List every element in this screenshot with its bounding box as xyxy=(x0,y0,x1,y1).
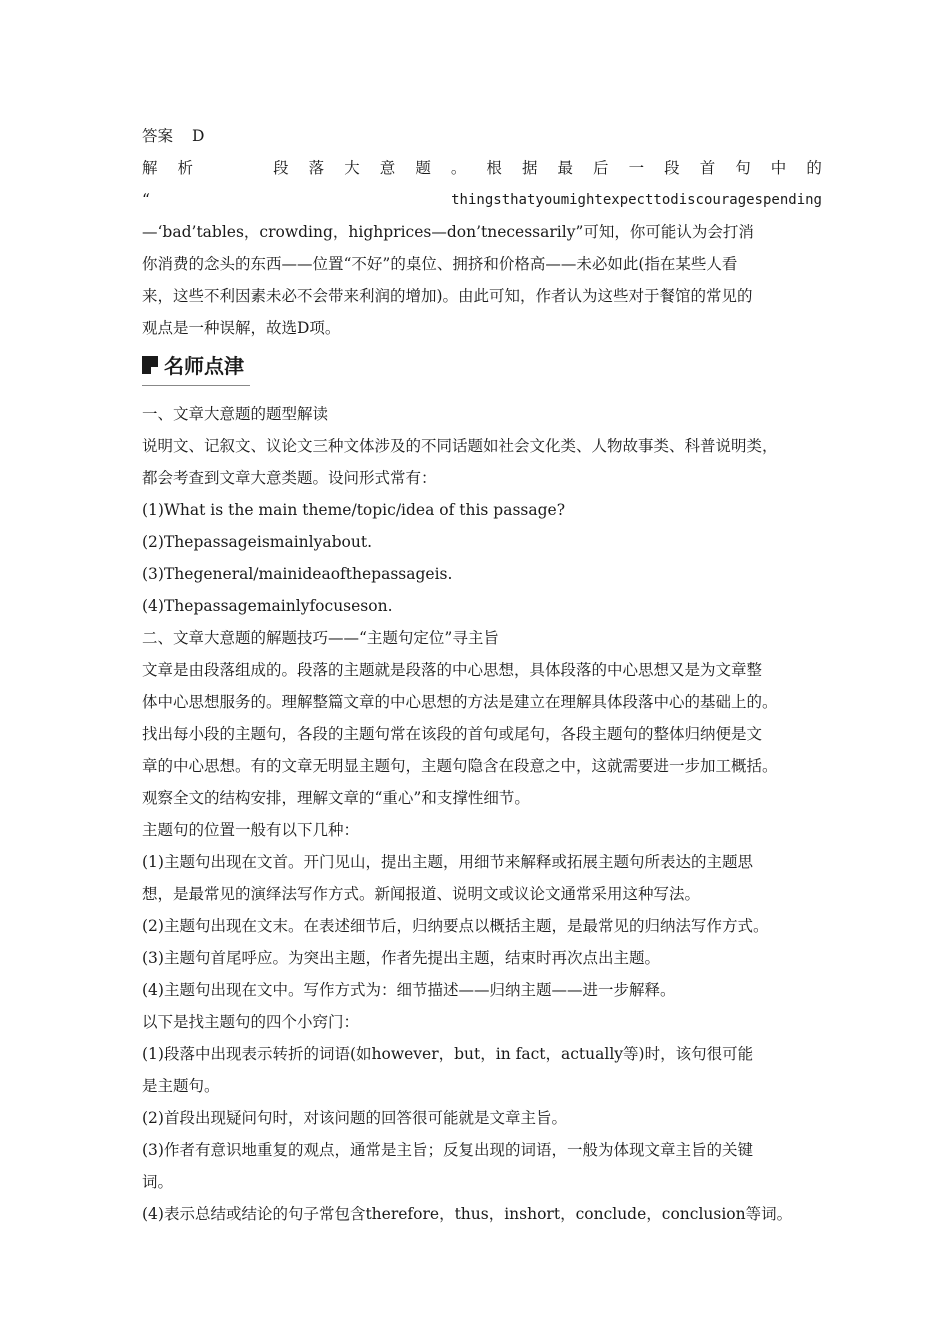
answer-value: D xyxy=(191,127,205,145)
analysis-intro-char: 中 xyxy=(770,159,787,177)
quote-text: thingsthatyoumightexpecttodiscouragespending xyxy=(451,192,822,208)
analysis-intro-char: 最 xyxy=(557,159,574,177)
analysis-intro-char: 段 xyxy=(664,159,680,177)
part1-heading: 一、文章大意题的题型解读 xyxy=(142,405,329,423)
position-item-2: (2)主题句出现在文末。在表述细节后，归纳要点以概括主题，是最常见的归纳法写作方式。 xyxy=(142,917,769,935)
part2-heading: 二、文章大意题的解题技巧——“主题句定位”寻主旨 xyxy=(142,629,499,647)
section-header xyxy=(142,350,250,386)
analysis-intro-char: 根 xyxy=(486,159,502,177)
part2-paragraph-line: 文章是由段落组成的。段落的主题就是段落的中心思想，具体段落的中心思想又是为文章整 xyxy=(142,661,763,679)
analysis-line-1 xyxy=(142,152,822,184)
analysis-line-4: 你消费的念头的东西——位置“不好”的桌位、拥挤和价格高——未必如此(指在某些人看 xyxy=(142,255,738,273)
question-form-2: (2)Thepassageismainlyabout. xyxy=(142,533,372,551)
analysis-gap xyxy=(213,152,253,184)
question-form-3: (3)Thegeneral/mainideaofthepassageis. xyxy=(142,565,453,583)
analysis-line-3: —‘bad’tables，crowding，highprices—don’tnecessarily”可知，你可能认为会打消 xyxy=(142,223,754,241)
tip-item-2: (2)首段出现疑问句时，对该问题的回答很可能就是文章主旨。 xyxy=(142,1109,567,1127)
quote-open: “ xyxy=(142,191,150,209)
document-page xyxy=(142,120,822,1230)
tip-item-1-cont: 是主题句。 xyxy=(142,1077,220,1095)
analysis-label-char: 析 xyxy=(177,159,194,177)
position-item-1: (1)主题句出现在文首。开门见山，提出主题，用细节来解释或拓展主题句所表达的主题思 xyxy=(142,853,753,871)
tip-item-3-cont: 词。 xyxy=(142,1173,174,1191)
analysis-intro-char: 段 xyxy=(273,159,289,177)
position-heading: 主题句的位置一般有以下几种： xyxy=(142,821,360,839)
analysis-intro-char: 大 xyxy=(344,159,360,177)
analysis-label-char: 解 xyxy=(142,159,158,177)
part1-paragraph-line: 都会考查到文章大意类题。设问形式常有： xyxy=(142,469,437,487)
section-title: 名师点津 xyxy=(164,354,244,378)
tip-item-4: (4)表示总结或结论的句子常包含therefore，thus，inshort，conclude，conclusion等词。 xyxy=(142,1205,793,1223)
analysis-intro-char: 首 xyxy=(699,159,716,177)
question-form-1: (1)What is the main theme/topic/idea of this passage? xyxy=(142,501,566,519)
analysis-line-5: 来，这些不利因素未必不会带来利润的增加)。由此可知，作者认为这些对于餐馆的常见的 xyxy=(142,287,753,305)
analysis-line-2 xyxy=(142,184,822,216)
analysis-intro-char: 据 xyxy=(521,159,538,177)
analysis-line-6: 观点是一种误解，故选D项。 xyxy=(142,319,341,337)
answer-label: 答案 xyxy=(142,127,174,145)
tip-item-1: (1)段落中出现表示转折的词语(如however，but，in fact，actually等)时，该句很可能 xyxy=(142,1045,754,1063)
position-item-4: (4)主题句出现在文中。写作方式为：细节描述——归纳主题——进一步解释。 xyxy=(142,981,676,999)
analysis-intro-char: 的 xyxy=(806,159,822,177)
section-marker-icon xyxy=(142,356,158,374)
part2-paragraph-line: 观察全文的结构安排，理解文章的“重心”和支撑性细节。 xyxy=(142,789,530,807)
tip-item-3: (3)作者有意识地重复的观点，通常是主旨；反复出现的词语，一般为体现文章主旨的关键 xyxy=(142,1141,753,1159)
tips-heading: 以下是找主题句的四个小窍门： xyxy=(142,1013,360,1031)
analysis-intro-char: 后 xyxy=(593,159,609,177)
part2-paragraph-line: 体中心思想服务的。理解整篇文章的中心思想的方法是建立在理解具体段落中心的基础上的。 xyxy=(142,693,778,711)
part2-paragraph-line: 章的中心思想。有的文章无明显主题句，主题句隐含在段意之中，这就需要进一步加工概括。 xyxy=(142,757,778,775)
analysis-intro-char: 一 xyxy=(628,159,645,177)
part1-paragraph-line: 说明文、记叙文、议论文三种文体涉及的不同话题如社会文化类、人物故事类、科普说明类， xyxy=(142,437,778,455)
position-item-1-cont: 想，是最常见的演绎法写作方式。新闻报道、说明文或议论文通常采用这种写法。 xyxy=(142,885,701,903)
answer-line xyxy=(142,120,822,152)
analysis-intro-char: 意 xyxy=(379,159,396,177)
analysis-intro-char: 。 xyxy=(450,159,467,177)
analysis-intro-char: 句 xyxy=(735,159,751,177)
question-form-4: (4)Thepassagemainlyfocuseson. xyxy=(142,597,393,615)
analysis-intro-char: 落 xyxy=(308,159,325,177)
position-item-3: (3)主题句首尾呼应。为突出主题，作者先提出主题，结束时再次点出主题。 xyxy=(142,949,660,967)
analysis-intro-char: 题 xyxy=(415,159,431,177)
part2-paragraph-line: 找出每小段的主题句，各段的主题句常在该段的首句或尾句，各段主题句的整体归纳便是文 xyxy=(142,725,763,743)
